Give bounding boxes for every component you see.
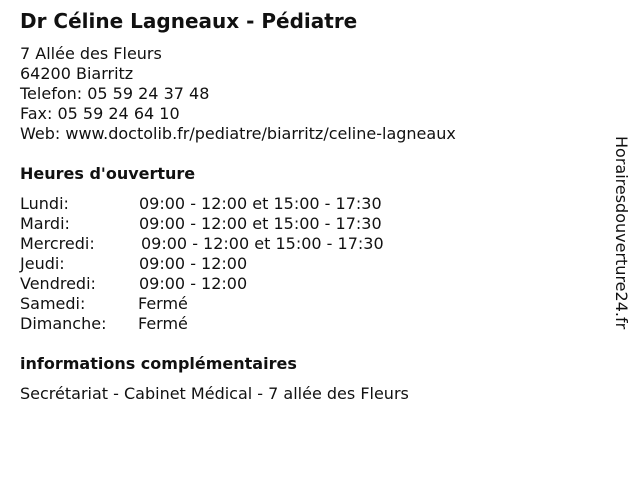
website-link[interactable]: Web: www.doctolib.fr/pediatre/biarritz/celine-lagneaux: [20, 124, 456, 143]
time-value: Fermé: [138, 314, 188, 333]
phone-number[interactable]: Telefon: 05 59 24 37 48: [20, 84, 210, 103]
time-value: 09:00 - 12:00: [139, 254, 248, 273]
fax-number: Fax: 05 59 24 64 10: [20, 104, 180, 123]
contact-block: [20, 44, 456, 144]
time-value: 09:00 - 12:00: [139, 274, 248, 293]
opening-hours-heading: Heures d'ouverture: [20, 164, 196, 183]
day-label: Jeudi:: [20, 254, 65, 273]
time-value: 09:00 - 12:00 et 15:00 - 17:30: [141, 234, 384, 253]
day-label: Dimanche:: [20, 314, 107, 333]
additional-info-heading: informations complémentaires: [20, 354, 297, 373]
additional-info-text: Secrétariat - Cabinet Médical - 7 allée des Fleurs: [20, 384, 409, 403]
day-label: Mercredi:: [20, 234, 95, 253]
address-street: 7 Allée des Fleurs: [20, 44, 162, 63]
day-label: Lundi:: [20, 194, 69, 213]
day-label: Vendredi:: [20, 274, 96, 293]
address-city: 64200 Biarritz: [20, 64, 134, 83]
time-value: Fermé: [138, 294, 188, 313]
time-value: 09:00 - 12:00 et 15:00 - 17:30: [139, 194, 382, 213]
time-value: 09:00 - 12:00 et 15:00 - 17:30: [139, 214, 382, 233]
page-title: Dr Céline Lagneaux - Pédiatre: [20, 9, 358, 33]
day-label: Samedi:: [20, 294, 86, 313]
site-watermark: Horairesdouverture24.fr: [612, 136, 631, 330]
day-label: Mardi:: [20, 214, 70, 233]
